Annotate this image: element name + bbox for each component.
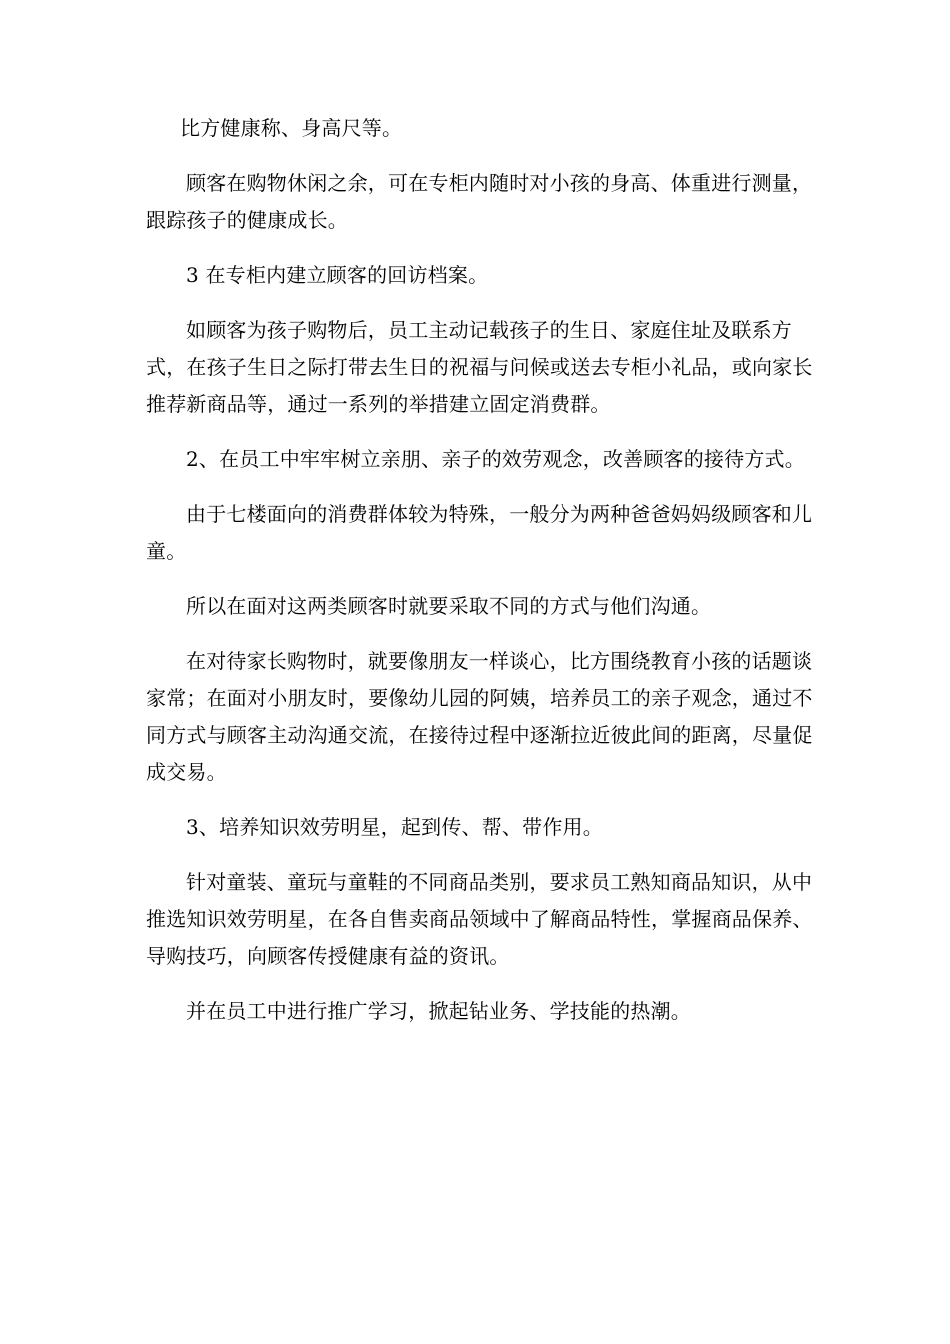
paragraph-5: 2、在员工中牢牢树立亲朋、亲子的效劳观念，改善顾客的接待方式。	[186, 447, 805, 471]
paragraph-8: 在对待家长购物时，就要像朋友一样谈心，比方围绕教育小孩的话题谈家常；在面对小朋友时，要像幼儿园的阿姨，培养员工的亲子观念，通过不同方式与顾客主动沟通交流，在接待过程中逐渐拉近彼此间的距离，尽量促成交易。	[146, 649, 813, 784]
paragraph-11: 并在员工中进行推广学习，掀起钻业务、学技能的热潮。	[186, 999, 691, 1023]
paragraph-7: 所以在面对这两类顾客时就要采取不同的方式与他们沟通。	[186, 594, 712, 618]
paragraph-10: 针对童装、童玩与童鞋的不同商品类别，要求员工熟知商品知识，从中推选知识效劳明星，在各自售卖商品领域中了解商品特性，掌握商品保养、导购技巧，向顾客传授健康有益的资讯。	[146, 870, 813, 968]
paragraph-3: 3 在专柜内建立顾客的回访档案。	[186, 263, 489, 287]
paragraph-6: 由于七楼面向的消费群体较为特殊，一般分为两种爸爸妈妈级顾客和儿童。	[146, 502, 813, 563]
document-body	[146, 110, 822, 1048]
paragraph-4: 如顾客为孩子购物后，员工主动记载孩子的生日、家庭住址及联系方式，在孩子生日之际打带去生日的祝福与问候或送去专柜小礼品，或向家长推荐新商品等，通过一系列的举措建立固定消费群。	[146, 318, 813, 416]
paragraph-9: 3、培养知识效劳明星，起到传、帮、带作用。	[186, 815, 603, 839]
paragraph-1: 比方健康称、身高尺等。	[180, 116, 403, 140]
paragraph-2: 顾客在购物休闲之余，可在专柜内随时对小孩的身高、体重进行测量，跟踪孩子的健康成长。	[146, 171, 813, 232]
